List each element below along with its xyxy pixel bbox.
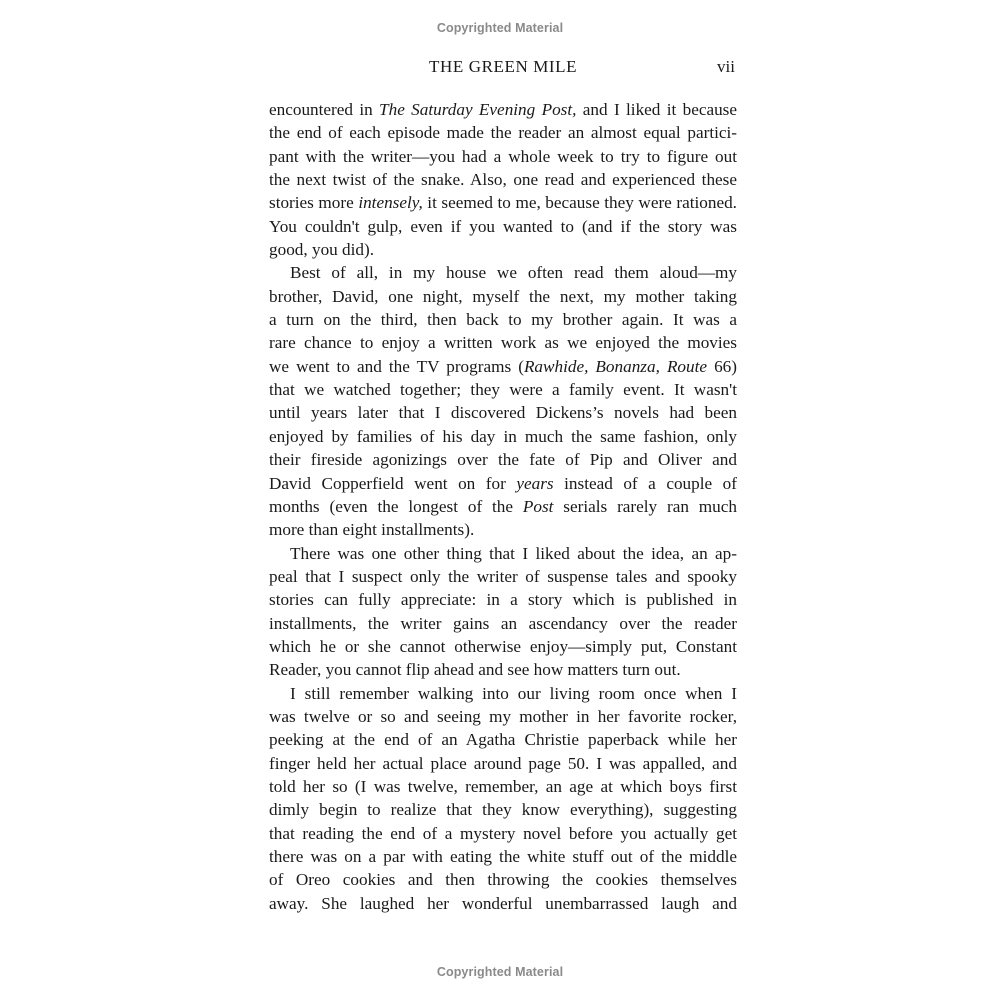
body-text <box>269 98 737 915</box>
text-line: a turn on the third, then back to my brother again. It was a <box>269 310 737 330</box>
text-line: installments, the writer gains an ascendancy over the reader <box>269 613 737 633</box>
text-line: until years later that I discovered Dickens’s novels had been <box>269 403 737 423</box>
text-line: the end of each episode made the reader an almost equal partici- <box>269 123 737 143</box>
text-line: stories can fully appreciate: in a story which is published in <box>269 590 737 610</box>
text-line: Best of all, in my house we often read them aloud—my <box>290 263 737 283</box>
italic-text: intensely, <box>358 193 423 213</box>
text-line: away. She laughed her wonderful unembarrassed laugh and <box>269 893 737 913</box>
text-line: months (even the longest of the Post serials rarely ran much <box>269 496 737 516</box>
italic-text: Rawhide, Bonanza, Route <box>523 356 708 376</box>
text-line: pant with the writer—you had a whole week to try to figure out <box>269 146 737 166</box>
text-line: which he or she cannot otherwise enjoy—simply put, Constant <box>269 636 737 656</box>
text-line: Reader, you cannot flip ahead and see how matters turn out. <box>269 660 681 680</box>
paragraph <box>269 261 737 541</box>
text-line: there was on a par with eating the white stuff out of the middle <box>269 847 737 866</box>
text-line: I still remember walking into our living room once when I <box>290 683 737 703</box>
running-head <box>269 57 737 81</box>
text-line: of Oreo cookies and then throwing the cookies themselves <box>269 870 737 890</box>
text-line: that reading the end of a mystery novel before you actually get <box>269 823 737 843</box>
text-line: was twelve or so and seeing my mother in her favorite rocker, <box>269 706 737 726</box>
copyright-watermark-bottom: Copyrighted Material <box>436 965 564 979</box>
text-line: told her so (I was twelve, remember, an age at which boys first <box>269 776 737 796</box>
text-line: dimly begin to realize that they know everything), suggesting <box>269 800 737 820</box>
text-line: good, you did). <box>269 240 375 260</box>
paragraph <box>269 682 737 915</box>
text-line: David Copperfield went on for years instead of a couple of <box>269 473 737 493</box>
text-line: enjoyed by families of his day in much the same fashion, only <box>269 426 737 446</box>
text-line: rare chance to enjoy a written work as we enjoyed the movies <box>269 333 737 353</box>
page-number: vii <box>717 57 735 76</box>
book-title: THE GREEN MILE <box>429 57 578 76</box>
italic-text: years <box>516 473 554 493</box>
text-line: we went to and the TV programs (Rawhide, Bonanza, Route 66) <box>269 356 737 376</box>
text-line: brother, David, one night, myself the next, my mother taking <box>269 286 737 306</box>
text-line: the next twist of the snake. Also, one read and experienced these <box>269 170 737 190</box>
italic-text: Post <box>522 496 554 516</box>
text-line: that we watched together; they were a family event. It wasn't <box>269 380 737 400</box>
paragraph <box>269 98 737 261</box>
text-line: more than eight installments). <box>269 520 475 540</box>
text-line: finger held her actual place around page 50. I was appalled, and <box>269 753 737 773</box>
text-line: peal that I suspect only the writer of suspense tales and spooky <box>269 566 737 586</box>
paragraph <box>269 542 737 682</box>
copyright-watermark-top: Copyrighted Material <box>436 21 564 35</box>
text-line: peeking at the end of an Agatha Christie paperback while her <box>269 730 737 750</box>
text-line: There was one other thing that I liked about the idea, an ap- <box>290 543 737 563</box>
text-line: their fireside agonizings over the fate of Pip and Oliver and <box>269 450 737 470</box>
text-line: stories more intensely, it seemed to me, because they were rationed. <box>269 193 737 213</box>
italic-text: The Saturday Evening Post, <box>379 100 577 119</box>
text-line: You couldn't gulp, even if you wanted to (and if the story was <box>269 216 737 236</box>
text-line: encountered in The Saturday Evening Post, and I liked it because <box>269 100 738 119</box>
